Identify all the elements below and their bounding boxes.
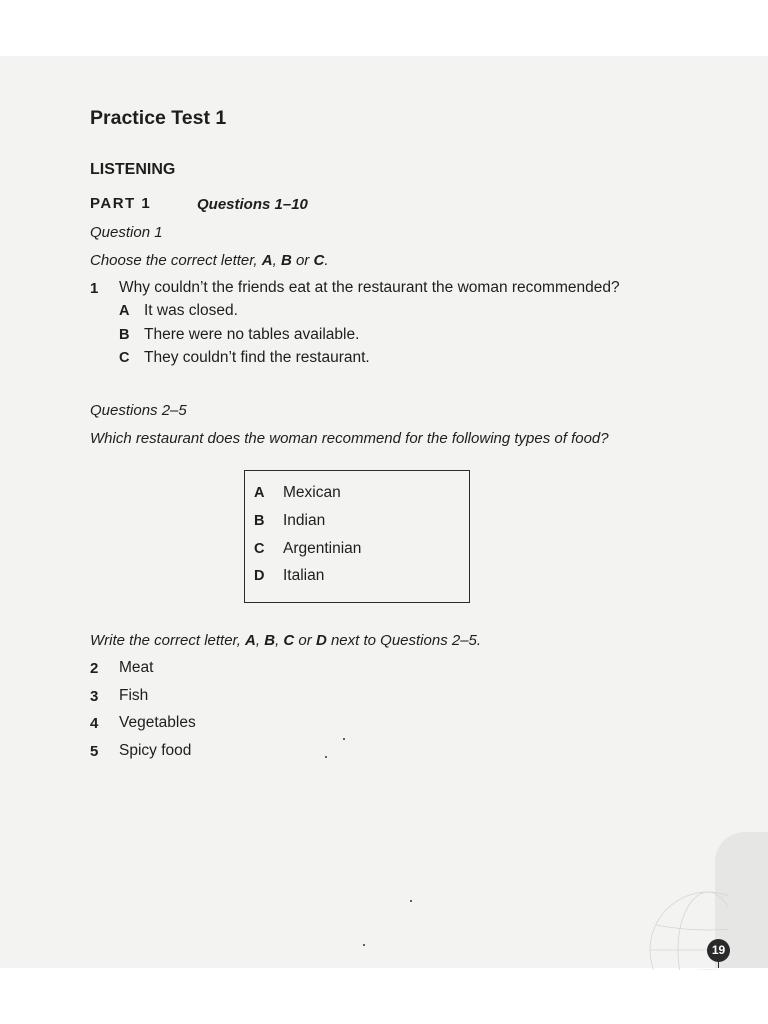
questions-2-5-prompt: Which restaurant does the woman recommend for the following types of food? <box>90 430 609 447</box>
option-text: There were no tables available. <box>144 326 360 343</box>
scan-speck <box>410 900 412 902</box>
item-number: 4 <box>90 715 99 732</box>
option-letter: A <box>119 303 130 319</box>
question-1-instruction: Choose the correct letter, A, B or C. <box>90 252 329 269</box>
option-letter: B <box>119 327 130 343</box>
item-text: Spicy food <box>119 742 192 759</box>
box-option: B Indian <box>254 512 326 529</box>
page-title: Practice Test 1 <box>90 107 227 129</box>
item-number: 2 <box>90 660 99 677</box>
option-text: It was closed. <box>144 302 238 319</box>
item-number: 5 <box>90 743 99 760</box>
option-letter: C <box>119 350 130 366</box>
box-option: A Mexican <box>254 484 341 501</box>
scan-speck <box>363 944 365 946</box>
box-option: D Italian <box>254 567 325 584</box>
question-1-text: Why couldn’t the friends eat at the restaurant the woman recommended? <box>119 279 620 296</box>
restaurant-options-box <box>244 470 470 603</box>
item-text: Meat <box>119 659 154 676</box>
section-heading: LISTENING <box>90 161 176 178</box>
questions-range: Questions 1–10 <box>197 196 308 213</box>
question-1-heading: Question 1 <box>90 224 163 241</box>
item-text: Vegetables <box>119 714 196 731</box>
question-number: 1 <box>90 280 99 297</box>
page-number-tick <box>718 962 719 968</box>
scan-speck <box>325 756 327 758</box>
scan-speck <box>343 738 345 740</box>
box-option: C Argentinian <box>254 540 362 557</box>
option-text: They couldn’t find the restaurant. <box>144 349 370 366</box>
questions-2-5-instruction: Write the correct letter, A, B, C or D next to Questions 2–5. <box>90 632 482 649</box>
questions-2-5-heading: Questions 2–5 <box>90 402 187 419</box>
page-number-badge: 19 <box>707 939 730 962</box>
part-label: PART 1 <box>90 195 152 212</box>
item-text: Fish <box>119 687 149 704</box>
item-number: 3 <box>90 688 99 705</box>
